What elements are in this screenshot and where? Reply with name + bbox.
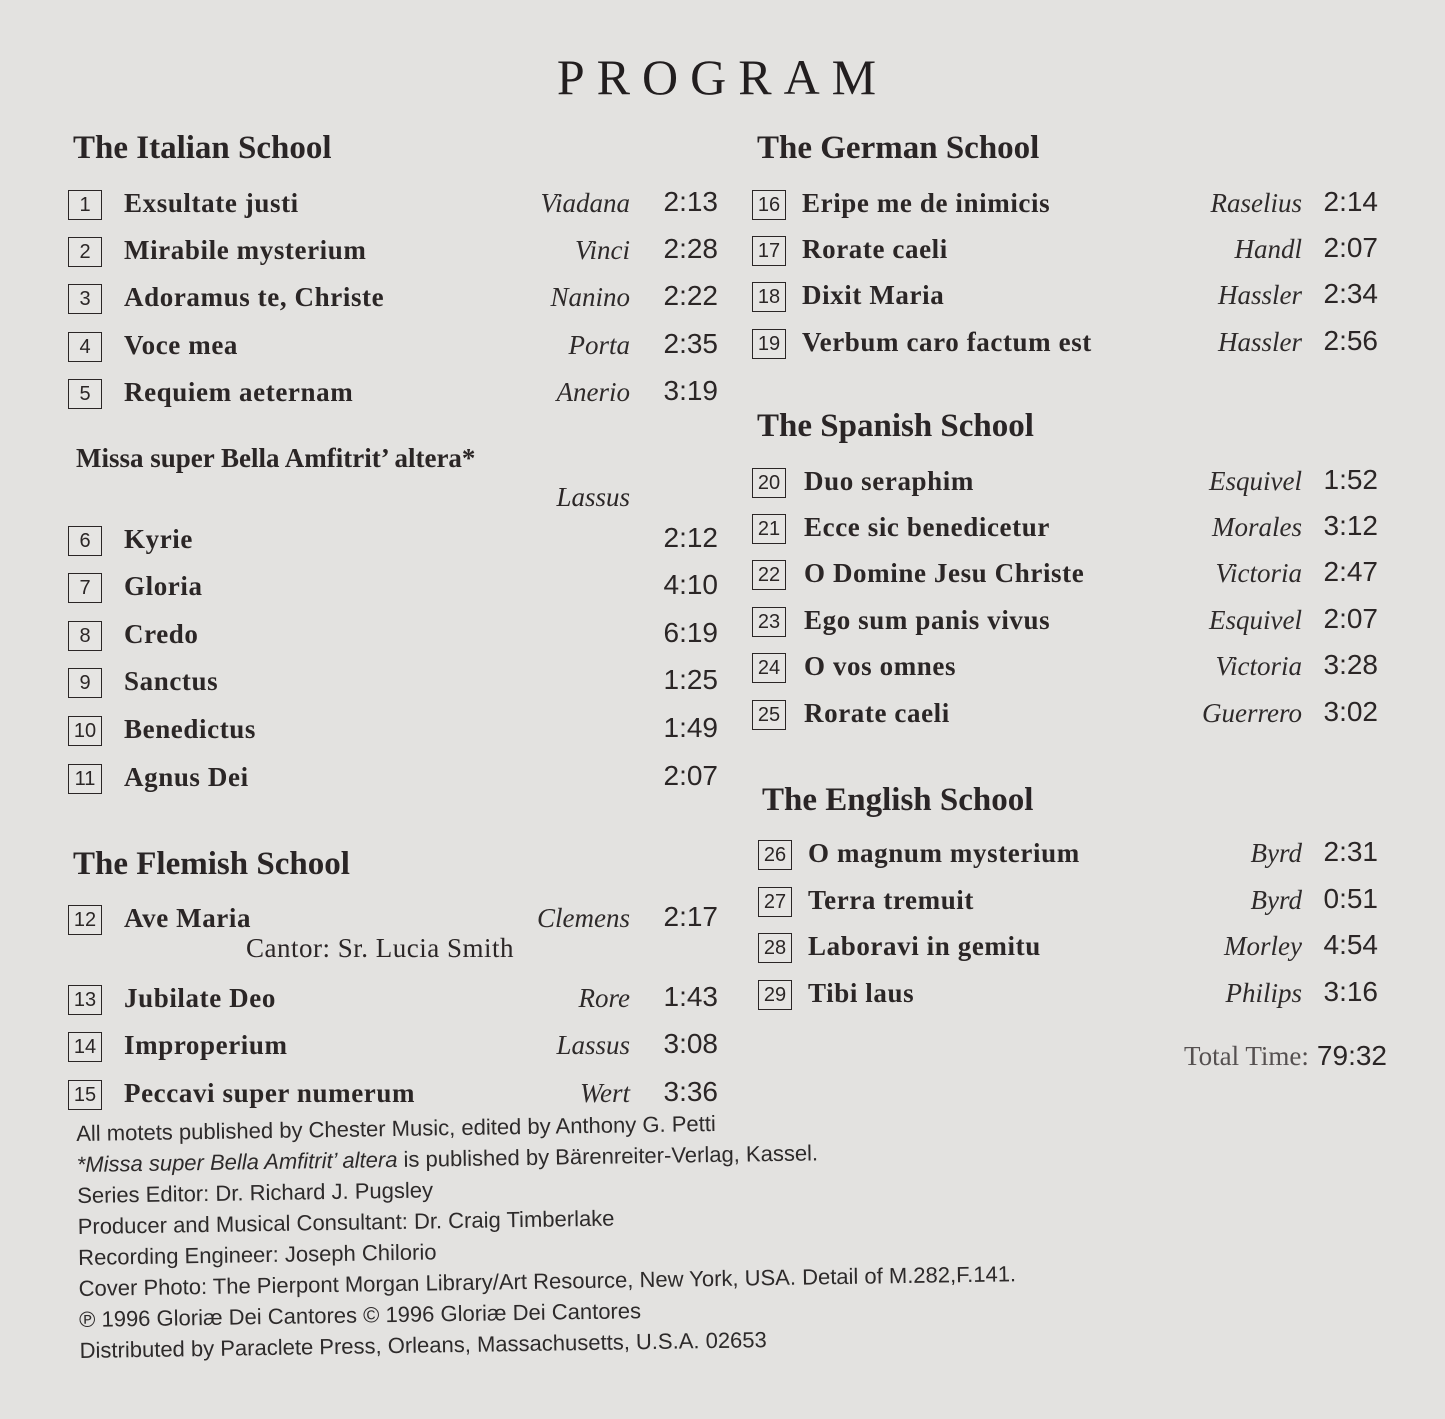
track-composer: Guerrero bbox=[1202, 698, 1302, 728]
track-row bbox=[752, 280, 1392, 320]
credit-line: Series Editor: Dr. Richard J. Pugsley bbox=[77, 1177, 434, 1208]
track-duration: 3:08 bbox=[663, 1028, 718, 1059]
track-duration: 2:13 bbox=[663, 186, 718, 217]
track-duration: 3:28 bbox=[1323, 649, 1378, 680]
track-number: 11 bbox=[68, 764, 102, 794]
track-row bbox=[68, 762, 728, 802]
track-title: Benedictus bbox=[124, 714, 257, 744]
track-row bbox=[68, 524, 728, 564]
track-composer: Anerio bbox=[556, 377, 630, 407]
track-title: Improperium bbox=[124, 1030, 288, 1060]
track-duration: 2:56 bbox=[1323, 325, 1378, 356]
track-composer: Hassler bbox=[1217, 327, 1302, 357]
track-title: Verbum caro factum est bbox=[802, 327, 1092, 357]
track-number: 3 bbox=[68, 284, 102, 314]
track-duration: 2:07 bbox=[663, 760, 718, 791]
credit-line: ℗ 1996 Gloriæ Dei Cantores © 1996 Gloriæ Dei Cantores bbox=[78, 1298, 642, 1332]
track-row bbox=[752, 512, 1392, 552]
cantor-note: Cantor: Sr. Lucia Smith bbox=[246, 933, 514, 963]
track-number: 24 bbox=[752, 653, 786, 683]
track-composer: Rore bbox=[578, 983, 630, 1013]
track-row bbox=[752, 188, 1392, 228]
section-heading-german: The German School bbox=[757, 130, 1040, 166]
track-row bbox=[752, 558, 1392, 598]
track-composer: Raselius bbox=[1210, 188, 1302, 218]
track-title: Duo seraphim bbox=[804, 466, 974, 496]
track-duration: 3:16 bbox=[1323, 976, 1378, 1007]
track-title: Terra tremuit bbox=[808, 885, 975, 915]
track-duration: 4:54 bbox=[1323, 929, 1378, 960]
track-row bbox=[68, 903, 728, 973]
track-title: Exsultate justi bbox=[124, 188, 299, 218]
section-heading-english: The English School bbox=[762, 782, 1034, 818]
track-title: O vos omnes bbox=[804, 651, 957, 681]
track-number: 9 bbox=[68, 668, 102, 698]
track-title: Ave Maria bbox=[124, 903, 252, 933]
track-duration: 3:36 bbox=[663, 1076, 718, 1107]
track-title: Gloria bbox=[124, 571, 203, 601]
track-title: Tibi laus bbox=[808, 978, 915, 1008]
track-composer: Lassus bbox=[556, 1030, 630, 1060]
total-time-label: Total Time: bbox=[1184, 1041, 1309, 1071]
track-duration: 3:12 bbox=[1323, 510, 1378, 541]
track-number: 17 bbox=[752, 236, 786, 266]
track-number: 16 bbox=[752, 190, 786, 220]
track-duration: 0:51 bbox=[1323, 883, 1378, 914]
track-composer: Byrd bbox=[1250, 885, 1302, 915]
track-title: Jubilate Deo bbox=[124, 983, 276, 1013]
track-number: 22 bbox=[752, 560, 786, 590]
track-composer: Morales bbox=[1212, 512, 1302, 542]
track-number: 27 bbox=[758, 887, 792, 917]
credit-line: Cover Photo: The Pierpont Morgan Library/Art Resource, New York, USA. Detail of M.282,F.141. bbox=[78, 1261, 1017, 1301]
track-title: Dixit Maria bbox=[802, 280, 945, 310]
credit-line: All motets published by Chester Music, edited by Anthony G. Petti bbox=[76, 1110, 716, 1146]
track-row bbox=[68, 377, 728, 417]
track-row bbox=[752, 605, 1392, 645]
track-number: 23 bbox=[752, 607, 786, 637]
track-number: 10 bbox=[68, 716, 102, 746]
track-number: 18 bbox=[752, 282, 786, 312]
credit-publisher: is published by Bärenreiter-Verlag, Kassel. bbox=[397, 1140, 819, 1172]
track-row bbox=[752, 651, 1392, 691]
track-duration: 2:14 bbox=[1323, 186, 1378, 217]
track-row bbox=[68, 619, 728, 659]
track-number: 8 bbox=[68, 621, 102, 651]
track-duration: 2:12 bbox=[663, 522, 718, 553]
track-title: Ego sum panis vivus bbox=[804, 605, 1051, 635]
track-number: 14 bbox=[68, 1032, 102, 1062]
track-row bbox=[68, 714, 728, 754]
track-composer: Victoria bbox=[1215, 651, 1302, 681]
track-duration: 1:43 bbox=[663, 981, 718, 1012]
credit-line: Recording Engineer: Joseph Chilorio bbox=[77, 1239, 437, 1270]
track-composer: Morley bbox=[1224, 931, 1302, 961]
track-composer: Clemens bbox=[537, 903, 630, 933]
credit-mass-title: *Missa super Bella Amfitrit’ altera bbox=[76, 1146, 398, 1177]
track-row bbox=[68, 235, 728, 275]
track-duration: 2:31 bbox=[1323, 836, 1378, 867]
track-number: 15 bbox=[68, 1080, 102, 1110]
track-title: Sanctus bbox=[124, 666, 219, 696]
track-duration: 1:49 bbox=[663, 712, 718, 743]
track-title: O magnum mysterium bbox=[808, 838, 1080, 868]
track-row bbox=[68, 330, 728, 370]
track-number: 5 bbox=[68, 379, 102, 409]
track-title: O Domine Jesu Christe bbox=[804, 558, 1085, 588]
mass-composer: Lassus bbox=[556, 482, 630, 512]
track-number: 13 bbox=[68, 985, 102, 1015]
track-composer: Victoria bbox=[1215, 558, 1302, 588]
track-composer: Philips bbox=[1225, 978, 1302, 1008]
credits-block bbox=[76, 1099, 1280, 1366]
track-title: Ecce sic benedicetur bbox=[804, 512, 1050, 542]
track-row bbox=[68, 666, 728, 706]
track-number: 21 bbox=[752, 514, 786, 544]
track-row bbox=[752, 234, 1392, 274]
track-number: 28 bbox=[758, 933, 792, 963]
track-composer: Viadana bbox=[540, 188, 630, 218]
track-duration: 2:28 bbox=[663, 233, 718, 264]
track-number: 2 bbox=[68, 237, 102, 267]
track-row bbox=[752, 885, 1392, 925]
track-row bbox=[68, 571, 728, 611]
track-duration: 2:17 bbox=[663, 901, 718, 932]
section-heading-italian: The Italian School bbox=[73, 130, 332, 166]
track-composer: Nanino bbox=[550, 282, 630, 312]
track-title: Eripe me de inimicis bbox=[802, 188, 1051, 218]
track-duration: 4:10 bbox=[663, 569, 718, 600]
section-heading-spanish: The Spanish School bbox=[757, 408, 1034, 444]
track-number: 25 bbox=[752, 700, 786, 730]
track-composer: Esquivel bbox=[1209, 466, 1302, 496]
track-composer: Vinci bbox=[575, 235, 630, 265]
track-number: 19 bbox=[752, 329, 786, 359]
credit-line: Producer and Musical Consultant: Dr. Craig Timberlake bbox=[77, 1205, 615, 1239]
track-row bbox=[752, 327, 1392, 367]
total-time bbox=[1184, 1040, 1387, 1072]
track-number: 1 bbox=[68, 190, 102, 220]
track-title: Mirabile mysterium bbox=[124, 235, 367, 265]
track-duration: 1:25 bbox=[663, 664, 718, 695]
track-row bbox=[68, 1030, 728, 1070]
track-title: Peccavi super numerum bbox=[124, 1078, 416, 1108]
track-number: 12 bbox=[68, 905, 102, 935]
track-number: 29 bbox=[758, 980, 792, 1010]
track-row bbox=[752, 466, 1392, 506]
track-composer: Wert bbox=[579, 1078, 630, 1108]
track-duration: 2:47 bbox=[1323, 556, 1378, 587]
total-time-value: 79:32 bbox=[1316, 1040, 1387, 1071]
track-duration: 6:19 bbox=[663, 617, 718, 648]
track-title: Requiem aeternam bbox=[124, 377, 354, 407]
track-composer: Byrd bbox=[1250, 838, 1302, 868]
page-title: PROGRAM bbox=[556, 49, 889, 105]
credit-line: Distributed by Paraclete Press, Orleans, Massachusetts, U.S.A. 02653 bbox=[79, 1327, 767, 1363]
mass-title: Missa super Bella Amfitrit’ altera* bbox=[76, 443, 476, 473]
track-duration: 1:52 bbox=[1323, 464, 1378, 495]
track-composer: Handl bbox=[1234, 234, 1302, 264]
track-duration: 2:22 bbox=[663, 280, 718, 311]
track-title: Kyrie bbox=[124, 524, 193, 554]
track-title: Agnus Dei bbox=[124, 762, 249, 792]
track-number: 7 bbox=[68, 573, 102, 603]
track-row bbox=[752, 931, 1392, 971]
track-title: Laboravi in gemitu bbox=[808, 931, 1041, 961]
track-title: Credo bbox=[124, 619, 199, 649]
track-row bbox=[68, 282, 728, 322]
track-duration: 3:02 bbox=[1323, 696, 1378, 727]
track-number: 6 bbox=[68, 526, 102, 556]
track-composer: Esquivel bbox=[1209, 605, 1302, 635]
track-duration: 2:07 bbox=[1323, 232, 1378, 263]
track-duration: 2:35 bbox=[663, 328, 718, 359]
track-row bbox=[752, 698, 1392, 738]
track-title: Adoramus te, Christe bbox=[124, 282, 385, 312]
track-number: 4 bbox=[68, 332, 102, 362]
track-number: 26 bbox=[758, 840, 792, 870]
track-duration: 2:34 bbox=[1323, 278, 1378, 309]
track-composer: Hassler bbox=[1217, 280, 1302, 310]
track-row bbox=[752, 978, 1392, 1018]
track-title: Voce mea bbox=[124, 330, 239, 360]
track-duration: 2:07 bbox=[1323, 603, 1378, 634]
track-title: Rorate caeli bbox=[804, 698, 950, 728]
track-row bbox=[752, 838, 1392, 878]
track-row bbox=[68, 188, 728, 228]
track-composer: Porta bbox=[568, 330, 630, 360]
track-duration: 3:19 bbox=[663, 375, 718, 406]
track-title: Rorate caeli bbox=[802, 234, 948, 264]
track-row bbox=[68, 983, 728, 1023]
track-number: 20 bbox=[752, 468, 786, 498]
section-heading-flemish: The Flemish School bbox=[73, 846, 350, 882]
